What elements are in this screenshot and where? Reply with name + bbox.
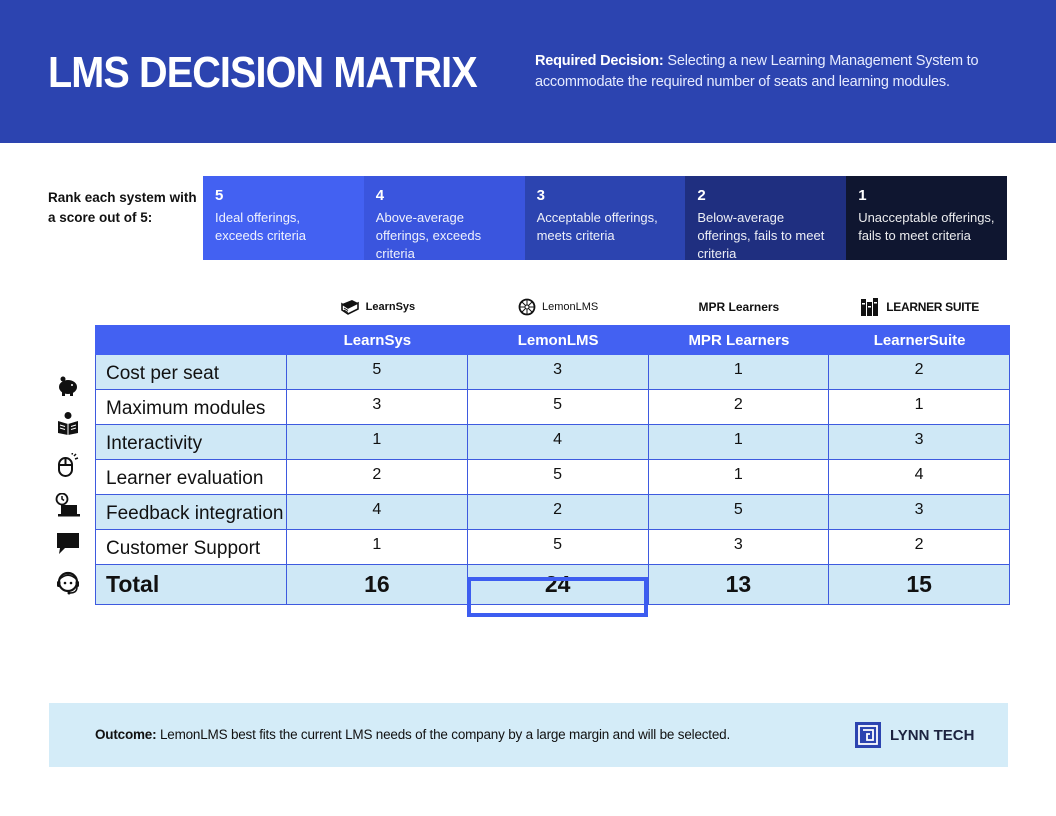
logo-label: LEARNER SUITE — [886, 300, 980, 314]
table-row — [95, 390, 1010, 425]
score-cell: 3 — [287, 390, 468, 425]
score-cell: 5 — [468, 460, 649, 495]
headset-support-icon — [55, 570, 81, 596]
scale-description: Above-average offerings, exceeds criteria — [375, 210, 482, 261]
scale-description: Unacceptable offerings, fails to meet criteria — [858, 210, 995, 243]
score-cell: 5 — [468, 530, 649, 565]
scale-2 — [685, 176, 846, 260]
scale-description: Acceptable offerings, meets criteria — [536, 210, 658, 243]
score-cell: 4 — [468, 425, 649, 460]
mouse-click-icon — [55, 452, 81, 478]
scale-5 — [203, 176, 364, 260]
clock-laptop-icon — [55, 492, 81, 518]
total-score: 15 — [829, 565, 1010, 605]
criterion-cell: Cost per seat — [95, 355, 287, 390]
scale-score: 3 — [536, 187, 545, 204]
outcome-body: LemonLMS best fits the current LMS needs of the company by a large margin and will be selected. — [156, 727, 731, 742]
lynn-tech-logo-icon — [854, 721, 882, 749]
logo-mpr-learners — [649, 294, 830, 320]
score-cell: 2 — [649, 390, 830, 425]
criterion-cell: Interactivity — [95, 425, 287, 460]
decision-text: Selecting a new Learning Management System to accommodate the required number of seats and learning modules. — [535, 53, 979, 90]
score-cell: 1 — [649, 425, 830, 460]
column-header: MPR Learners — [688, 331, 790, 349]
piggy-bank-icon — [55, 372, 81, 398]
table-row — [95, 530, 1010, 565]
score-cell: 1 — [287, 530, 468, 565]
header-blank — [95, 325, 287, 355]
score-cell: 1 — [829, 390, 1010, 425]
logo-learnsys — [287, 294, 468, 320]
logo-label: LemonLMS — [541, 301, 599, 313]
column-header: LemonLMS — [517, 331, 599, 349]
scale-4 — [364, 176, 525, 260]
score-cell: 1 — [649, 355, 830, 390]
score-cell: 2 — [829, 355, 1010, 390]
outcome-banner — [49, 703, 1008, 767]
score-cell: 2 — [829, 530, 1010, 565]
scale-score: 2 — [697, 187, 706, 204]
scale-3 — [525, 176, 686, 260]
score-cell: 4 — [829, 460, 1010, 495]
total-score: 16 — [287, 565, 468, 605]
scale-1 — [846, 176, 1007, 260]
score-scale — [203, 176, 1007, 260]
reading-person-icon — [55, 410, 81, 436]
total-score: 24 — [468, 565, 649, 605]
table-row — [95, 460, 1010, 495]
score-cell: 4 — [287, 495, 468, 530]
required-decision — [535, 51, 995, 93]
table-row — [95, 355, 1010, 390]
logo-label: MPR Learners — [698, 300, 780, 314]
winner-highlight-box — [467, 577, 648, 617]
scale-description: Below-average offerings, fails to meet criteria — [697, 210, 825, 261]
scale-score: 1 — [858, 187, 867, 204]
score-cell: 5 — [468, 390, 649, 425]
score-cell: 3 — [829, 495, 1010, 530]
lemon-slice-icon — [518, 298, 536, 316]
criterion-cell: Feedback integration — [95, 495, 287, 530]
vendor-logos — [287, 294, 1010, 320]
score-cell: 3 — [468, 355, 649, 390]
score-cell: 5 — [287, 355, 468, 390]
score-cell: 2 — [287, 460, 468, 495]
total-label: Total — [95, 565, 287, 605]
score-cell: 1 — [649, 460, 830, 495]
column-header: LearnSys — [343, 331, 412, 349]
score-cell: 5 — [649, 495, 830, 530]
brand-logo — [854, 721, 974, 749]
decision-label: Required Decision: — [535, 53, 664, 69]
table-row — [95, 425, 1010, 460]
table-header-row — [95, 325, 1010, 355]
score-cell: 3 — [649, 530, 830, 565]
logo-lemonlms — [468, 294, 649, 320]
table-row — [95, 495, 1010, 530]
page-title: LMS DECISION MATRIX — [48, 48, 477, 97]
header-banner — [0, 0, 1056, 143]
column-header: LearnerSuite — [873, 331, 966, 349]
criterion-cell: Customer Support — [95, 530, 287, 565]
rank-instruction: Rank each system with a score out of 5: — [48, 190, 197, 225]
outcome-label: Outcome: — [95, 727, 157, 742]
logo-learner-suite — [829, 294, 1010, 320]
scale-score: 5 — [215, 187, 224, 204]
logo-label: LearnSys — [365, 301, 416, 313]
scale-description: Ideal offerings, exceeds criteria — [215, 210, 307, 243]
brand-name: LYNN TECH — [890, 726, 975, 744]
score-cell: 1 — [287, 425, 468, 460]
decision-matrix-table — [95, 325, 1010, 605]
score-cell: 2 — [468, 495, 649, 530]
scale-score: 4 — [375, 187, 385, 204]
criterion-cell: Learner evaluation — [95, 460, 287, 495]
total-score: 13 — [649, 565, 830, 605]
score-cell: 3 — [829, 425, 1010, 460]
criterion-cell: Maximum modules — [95, 390, 287, 425]
speech-bubble-icon — [55, 530, 81, 556]
outcome-text — [95, 727, 730, 742]
book-icon — [340, 298, 360, 316]
books-icon — [860, 297, 880, 317]
